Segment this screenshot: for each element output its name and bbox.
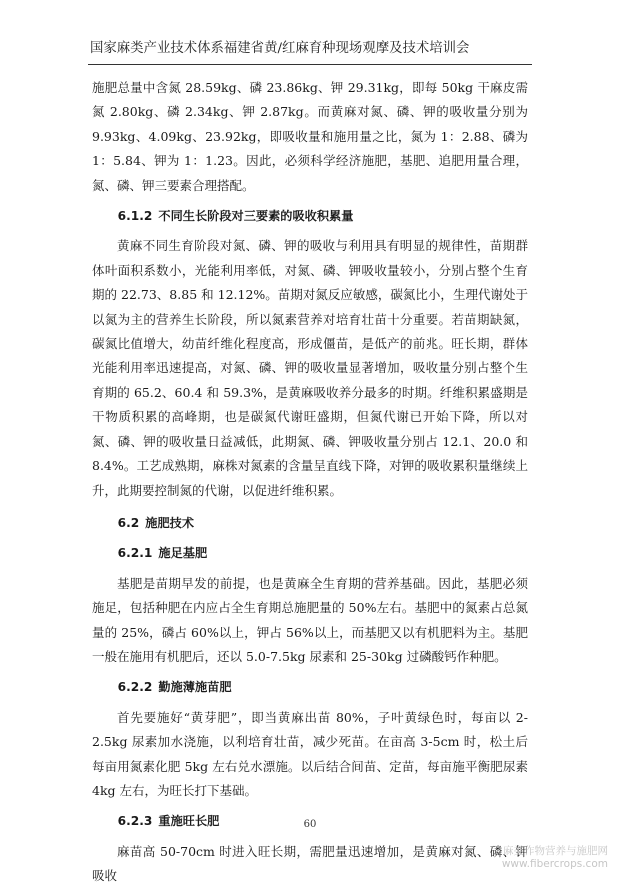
paragraph-6-2-3: 麻苗高 50-70cm 时进入旺长期，需肥量迅速增加，是黄麻对氮、磷、钾吸收 (92, 843, 528, 884)
section-number: 6.2.3 (117, 814, 153, 829)
section-heading-6-2 (92, 511, 528, 535)
page-number: 60 (303, 819, 317, 830)
section-number: 6.2.1 (117, 546, 153, 561)
page-content (92, 76, 528, 889)
section-number: 6.2.2 (117, 680, 153, 695)
section-heading-6-2-1 (92, 541, 528, 565)
section-title: 重施旺长肥 (158, 814, 220, 829)
watermark-site-name: 麻类作物营养与施肥网 (503, 845, 608, 857)
paragraph-intro: 施肥总量中含氮 28.59kg、磷 23.86kg、钾 29.31kg，即每 50kg 干麻皮需氮 2.80kg、磷 2.34kg、钾 2.87kg。而黄麻对氮、磷、钾的吸收量分别为 9.93kg、4.09kg、23.92kg，即吸收量和施用量之比，氮为 1：2.88、磷为 1：5.84、钾为 1：1.23。因此，必须科学经济施肥，基肥、追肥用量合理，氮、磷、钾三要素合理搭配。 (92, 80, 528, 193)
paragraph-6-2-1: 基肥是苗期早发的前提，也是黄麻全生育期的营养基础。因此，基肥必须施足，包括种肥在内应占全生育期总施肥量的 50%左右。基肥中的氮素占总氮量的 25%，磷占 60%以上，钾占 56%以上，而基肥又以有机肥料为主。基肥一般在施用有机肥后，还以 5.0-7.5kg 尿素和 25-30kg 过磷酸钙作种肥。 (92, 575, 528, 664)
watermark-url: www.fibercrops.com (501, 858, 608, 870)
section-title: 不同生长阶段对三要素的吸收积累量 (158, 209, 354, 224)
section-number: 6.1.2 (117, 209, 153, 224)
section-title: 施足基肥 (158, 546, 208, 561)
site-watermark (502, 845, 608, 871)
section-number: 6.2 (117, 515, 140, 530)
header-rule (88, 64, 532, 65)
section-heading-6-1-2 (92, 204, 528, 228)
section-title: 施肥技术 (145, 515, 195, 530)
section-title: 勤施薄施苗肥 (158, 680, 232, 695)
section-heading-6-2-2 (92, 675, 528, 699)
paragraph-6-1-2: 黄麻不同生育阶段对氮、磷、钾的吸收与利用具有明显的规律性，苗期群体叶面积系数小，光能利用率低，对氮、磷、钾吸收量较小，分别占整个生育期的 22.73、8.85 和 12.12%。苗期对氮反应敏感，碳氮比小，生理代谢处于以氮为主的营养生长阶段，所以氮素营养对培育壮苗十分重要。若苗期缺氮，碳氮比值增大，幼苗纤维化程度高，形成僵苗，是低产的前兆。旺长期，群体光能利用率迅速提高，对氮、磷、钾的吸收量显著增加，吸收量分别占整个生育期的 65.2、60.4 和 59.3%，是黄麻吸收养分最多的时期。纤维积累盛期是干物质积累的高峰期，也是碳氮代谢旺盛期，但氮代谢已开始下降，所以对氮、磷、钾的吸收量日益减低，此期氮、磷、钾吸收量分别占 12.1、20.0 和 8.4%。工艺成熟期，麻株对氮素的含量呈直线下降，对钾的吸收累积量继续上升，此期要控制氮的代谢，以促进纤维积累。 (92, 238, 528, 498)
paragraph-6-2-2: 首先要施好“黄芽肥”，即当黄麻出苗 80%，子叶黄绿色时，每亩以 2-2.5kg 尿素加水浇施，以利培育壮苗，减少死苗。在亩高 3-5cm 时，松土后每亩用氮素化肥 5kg 左右兑水漂施。以后结合间苗、定苗，每亩施平衡肥尿素 4kg 左右，为旺长打下基础。 (92, 709, 528, 798)
running-header: 国家麻类产业技术体系福建省黄/红麻育种现场观摩及技术培训会 (90, 41, 470, 56)
